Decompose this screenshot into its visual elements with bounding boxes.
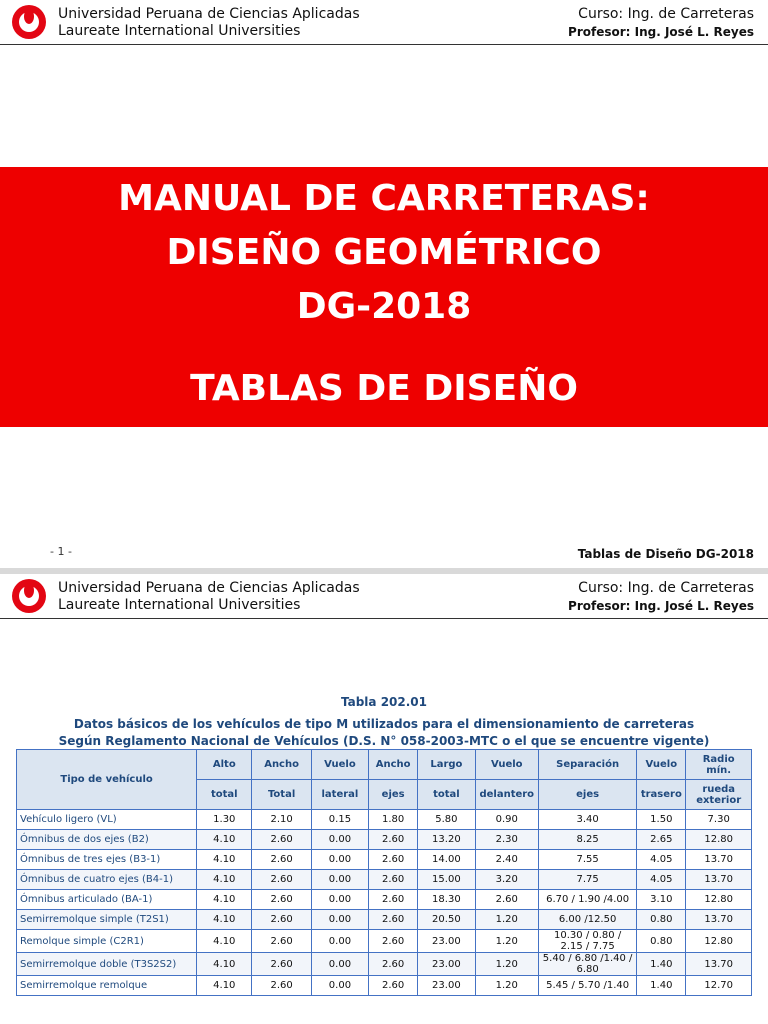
table-cell: 13.70 [686,870,752,890]
vehicle-type-cell: Semirremolque doble (T3S2S2) [17,953,197,976]
table-row [17,850,752,870]
table-cell: 12.80 [686,830,752,850]
table-cell: 0.90 [475,810,538,830]
table-cell: 2.60 [252,976,311,996]
table-cell: 13.70 [686,850,752,870]
professor-name: Profesor: Ing. José L. Reyes [568,599,754,613]
vehicle-type-cell: Semirremolque remolque [17,976,197,996]
institution-block [58,580,360,614]
title-line-3: DG-2018 [296,286,472,327]
table-cell: 2.40 [475,850,538,870]
table-cell: 3.40 [538,810,636,830]
professor-name: Profesor: Ing. José L. Reyes [568,25,754,39]
table-cell: 0.00 [311,953,368,976]
table-row [17,930,752,953]
slide-header [0,0,768,45]
table-cell: 14.00 [418,850,475,870]
table-cell: 2.60 [369,850,418,870]
col-subheader: total [197,780,252,810]
table-cell: 20.50 [418,910,475,930]
table-cell: 2.10 [252,810,311,830]
table-cell: 5.80 [418,810,475,830]
table-cell: 0.00 [311,930,368,953]
table-cell: 4.10 [197,830,252,850]
table-cell: 4.10 [197,976,252,996]
table-cell: 1.20 [475,930,538,953]
vehicle-type-cell: Vehículo ligero (VL) [17,810,197,830]
col-subheader: ejes [369,780,418,810]
col-header: Largo [418,750,475,780]
institution-block [58,6,360,40]
subtitle: TABLAS DE DISEÑO [190,368,578,409]
table-cell: 1.40 [637,953,686,976]
table-cell: 1.50 [637,810,686,830]
title-banner [0,167,768,427]
vehicle-type-cell: Ómnibus de dos ejes (B2) [17,830,197,850]
table-row [17,976,752,996]
vehicle-type-cell: Ómnibus de tres ejes (B3-1) [17,850,197,870]
table-row [17,910,752,930]
table-cell: 1.20 [475,953,538,976]
table-cell: 0.00 [311,870,368,890]
col-subheader: trasero [637,780,686,810]
table-cell: 2.60 [369,976,418,996]
table-cell: 1.20 [475,976,538,996]
table-row [17,810,752,830]
table-cell: 4.10 [197,953,252,976]
table-cell: 12.70 [686,976,752,996]
table-cell: 2.60 [475,890,538,910]
upc-logo-icon [12,5,46,39]
table-cell: 2.60 [369,870,418,890]
table-cell: 23.00 [418,953,475,976]
university-name: Universidad Peruana de Ciencias Aplicadas [58,580,360,596]
table-cell: 2.60 [252,890,311,910]
slide-table [0,574,768,1024]
table-cell: 18.30 [418,890,475,910]
table-cell: 4.10 [197,890,252,910]
table-cell: 2.60 [369,930,418,953]
table-cell: 2.60 [252,850,311,870]
table-cell: 4.05 [637,850,686,870]
col-header: Vuelo [637,750,686,780]
vehicle-type-cell: Ómnibus articulado (BA-1) [17,890,197,910]
col-header: Separación [538,750,636,780]
table-cell: 0.00 [311,910,368,930]
table-cell: 0.15 [311,810,368,830]
table-cell: 3.10 [637,890,686,910]
col-header: Ancho [252,750,311,780]
table-cell: 4.10 [197,870,252,890]
table-cell: 0.80 [637,930,686,953]
footer-title: Tablas de Diseño DG-2018 [577,547,754,561]
col-header: Radio mín. [686,750,752,780]
col-header: Alto [197,750,252,780]
table-cell: 2.60 [252,910,311,930]
table-cell: 5.45 / 5.70 /1.40 [538,976,636,996]
vehicle-data-table [16,749,752,996]
table-header-row [17,750,752,780]
table-cell: 23.00 [418,930,475,953]
table-cell: 0.00 [311,890,368,910]
col-header: Vuelo [311,750,368,780]
table-cell: 8.25 [538,830,636,850]
table-cell: 6.70 / 1.90 /4.00 [538,890,636,910]
table-cell: 2.30 [475,830,538,850]
col-header-vehicle-type: Tipo de vehículo [17,750,197,810]
col-subheader: Total [252,780,311,810]
course-name: Curso: Ing. de Carreteras [578,6,754,22]
table-cell: 15.00 [418,870,475,890]
table-body [17,810,752,996]
vehicle-type-cell: Semirremolque simple (T2S1) [17,910,197,930]
table-cell: 13.20 [418,830,475,850]
table-cell: 6.00 /12.50 [538,910,636,930]
table-cell: 2.60 [252,953,311,976]
table-cell: 0.00 [311,830,368,850]
table-cell: 23.00 [418,976,475,996]
table-row [17,830,752,850]
course-name: Curso: Ing. de Carreteras [578,580,754,596]
table-cell: 2.60 [252,830,311,850]
table-cell: 10.30 / 0.80 / 2.15 / 7.75 [538,930,636,953]
table-cell: 2.60 [369,890,418,910]
col-header: Vuelo [475,750,538,780]
table-cell: 0.00 [311,976,368,996]
table-caption-1: Datos básicos de los vehículos de tipo M utilizados para el dimensionamiento de carreteras [73,717,695,731]
table-cell: 2.60 [369,910,418,930]
slide-header [0,574,768,619]
title-line-1: MANUAL DE CARRETERAS: [118,178,650,219]
table-row [17,870,752,890]
table-row [17,953,752,976]
vehicle-type-cell: Ómnibus de cuatro ejes (B4-1) [17,870,197,890]
table-cell: 2.60 [369,830,418,850]
table-cell: 2.60 [252,870,311,890]
table-cell: 7.55 [538,850,636,870]
network-name: Laureate International Universities [58,23,301,39]
table-cell: 1.20 [475,910,538,930]
table-cell: 0.80 [637,910,686,930]
table-cell: 13.70 [686,910,752,930]
table-cell: 0.00 [311,850,368,870]
table-cell: 1.30 [197,810,252,830]
table-cell: 2.65 [637,830,686,850]
title-line-2: DISEÑO GEOMÉTRICO [166,232,602,273]
col-header: Ancho [369,750,418,780]
vehicle-type-cell: Remolque simple (C2R1) [17,930,197,953]
table-cell: 1.80 [369,810,418,830]
table-cell: 7.75 [538,870,636,890]
table-row [17,890,752,910]
col-subheader: rueda exterior [686,780,752,810]
table-cell: 3.20 [475,870,538,890]
network-name: Laureate International Universities [58,597,301,613]
table-cell: 5.40 / 6.80 /1.40 / 6.80 [538,953,636,976]
col-subheader: delantero [475,780,538,810]
table-cell: 1.40 [637,976,686,996]
table-cell: 4.10 [197,850,252,870]
col-subheader: ejes [538,780,636,810]
table-cell: 2.60 [369,953,418,976]
page-number: - 1 - [50,545,72,558]
upc-logo-icon [12,579,46,613]
col-subheader: lateral [311,780,368,810]
table-cell: 7.30 [686,810,752,830]
table-cell: 13.70 [686,953,752,976]
table-number: Tabla 202.01 [340,695,428,709]
table-cell: 12.80 [686,930,752,953]
table-cell: 4.05 [637,870,686,890]
col-subheader: total [418,780,475,810]
table-cell: 2.60 [252,930,311,953]
table-cell: 4.10 [197,910,252,930]
university-name: Universidad Peruana de Ciencias Aplicadas [58,6,360,22]
table-cell: 4.10 [197,930,252,953]
table-caption-2: Según Reglamento Nacional de Vehículos (D.S. N° 058-2003-MTC o el que se encuentre vigente) [58,734,710,748]
table-cell: 12.80 [686,890,752,910]
